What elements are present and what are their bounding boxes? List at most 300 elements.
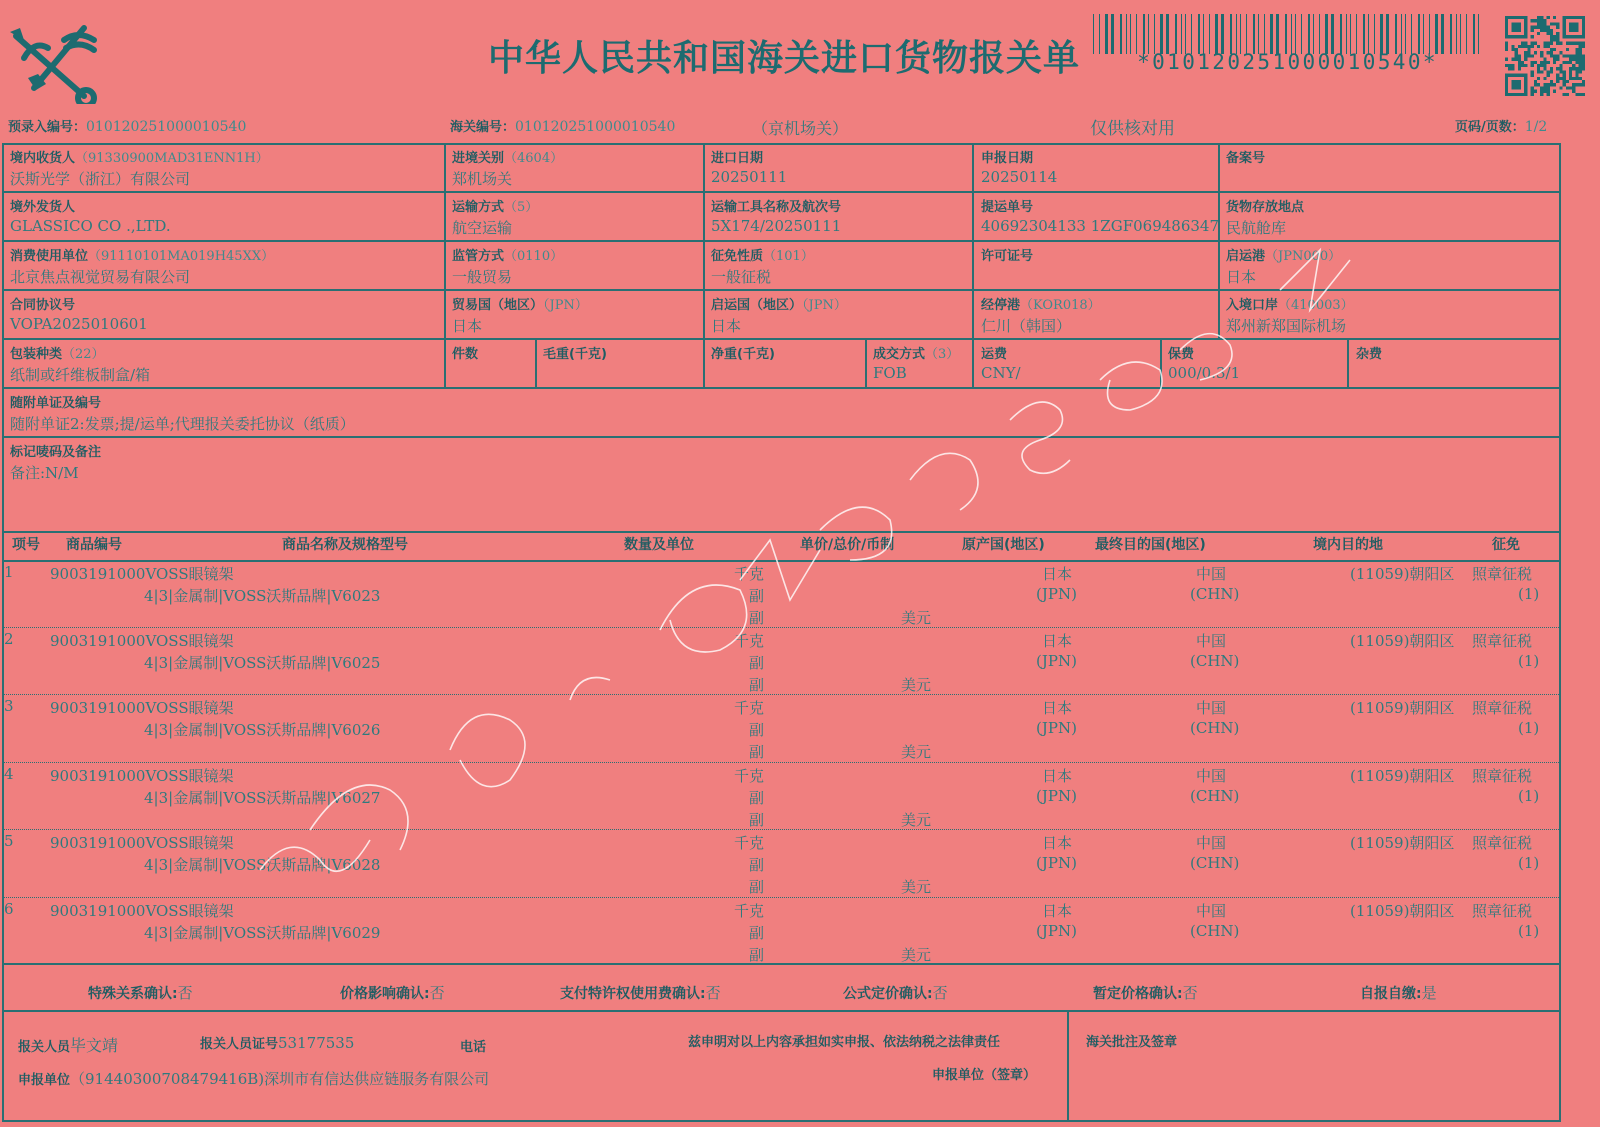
qr-module [1559,64,1562,67]
qr-module [1521,61,1524,64]
qr-module [1556,74,1559,77]
qr-module [1518,64,1521,67]
barcode-bar [1319,14,1320,54]
contract-value: VOPA2025010601 [10,315,148,333]
item-tax-code: (1) [1518,922,1540,940]
qr-module [1582,64,1585,67]
qr-module [1566,48,1569,51]
item-currency: 美元 [901,878,932,896]
bill-no-value: 40692304133 1ZGF069486347 [981,217,1219,235]
rule [2,560,1561,562]
qr-module [1540,70,1543,73]
qr-module [1579,83,1582,86]
qr-module [1515,58,1518,61]
packing-label: 包装种类（22） [10,347,105,362]
qr-module [1553,58,1556,61]
item-dest-code: (CHN) [1190,652,1240,670]
item-spec: 4|3|金属制|VOSS沃斯品牌|V6027 [144,789,381,807]
bill-no-label: 提运单号 [981,200,1034,215]
qr-module [1569,58,1572,61]
item-spec: 4|3|金属制|VOSS沃斯品牌|V6023 [144,587,381,605]
declarer-seal: 申报单位（签章） [932,1068,1037,1083]
qr-module [1550,48,1553,51]
barcode-bar [1111,14,1114,54]
entry-port-value: 郑州新郑国际机场 [1226,317,1347,335]
qr-module [1569,67,1572,70]
qr-module [1534,42,1537,45]
qr-module [1531,70,1534,73]
qr-module [1531,45,1534,48]
qr-module [1547,93,1550,96]
qr-module [1524,54,1527,57]
item-no: 3 [4,697,14,715]
item-origin-code: (JPN) [1036,922,1077,940]
qr-module [1534,19,1537,22]
col-hs: 商品编号 [66,537,122,553]
item-origin: 日本 [1042,834,1073,852]
item-dest: 中国 [1196,632,1227,650]
item-origin: 日本 [1042,699,1073,717]
item-tax-code: (1) [1518,787,1540,805]
col-dest: 最终目的国(地区) [1095,537,1206,553]
confirm-price-influence: 价格影响确认:否 [340,984,445,1002]
qr-module [1550,42,1553,45]
tax-nature-value: 一般征税 [711,268,772,286]
qr-module [1531,90,1534,93]
qr-module [1572,58,1575,61]
item-unit: 千克 [734,632,765,650]
item-dest: 中国 [1196,902,1227,920]
rule [865,338,867,388]
barcode-bar [1246,14,1247,54]
qr-module [1540,93,1543,96]
qr-module [1511,67,1514,70]
transport-mode-value: 航空运输 [452,219,513,237]
barcode-bar [1380,14,1383,54]
qr-module [1575,48,1578,51]
qr-module [1566,80,1569,83]
barcode-bar [1143,14,1145,54]
item-dest-code: (CHN) [1190,787,1240,805]
qr-module [1579,70,1582,73]
qr-module [1518,54,1521,57]
qr-module [1547,32,1550,35]
qr-module [1531,26,1534,29]
origin-country-label: 启运国（地区）（JPN） [711,298,847,313]
qr-module [1521,42,1524,45]
qr-module [1534,83,1537,86]
qr-module [1579,42,1582,45]
rule [2,436,1561,438]
qr-module [1556,42,1559,45]
qr-module [1575,93,1578,96]
item-divider [2,897,1561,898]
shipper-value: GLASSICO CO .,LTD. [10,217,171,235]
rule [535,338,537,388]
consumer-value: 北京焦点视觉贸易有限公司 [10,268,191,286]
entry-port-label: 入境口岸（410003） [1226,298,1354,313]
qr-module [1515,54,1518,57]
item-dest: 中国 [1196,834,1227,852]
item-spec: 4|3|金属制|VOSS沃斯品牌|V6029 [144,924,381,942]
item-dest-code: (CHN) [1190,922,1240,940]
qr-module [1556,35,1559,38]
barcode-bar [1291,14,1292,54]
barcode-bar [1105,14,1108,54]
rule [444,143,446,388]
barcode-bar [1405,14,1406,54]
qr-module [1569,77,1572,80]
qr-module [1534,80,1537,83]
barcode-bar [1276,14,1279,54]
confirm-self-declare: 自报自缴:是 [1360,984,1437,1002]
item-no: 1 [4,563,14,581]
qr-module [1531,35,1534,38]
qr-module [1556,80,1559,83]
item-tax: 照章征税 [1472,902,1533,920]
qr-module [1511,58,1514,61]
item-currency: 美元 [901,676,932,694]
qr-module [1550,80,1553,83]
phone-label: 电话 [460,1040,487,1055]
qr-module [1579,58,1582,61]
qr-module [1543,45,1546,48]
document-title: 中华人民共和国海关进口货物报关单 [488,38,1081,79]
item-dest-code: (CHN) [1190,585,1240,603]
col-qty: 数量及单位 [624,537,694,553]
qr-module [1582,54,1585,57]
qr-module [1521,45,1524,48]
rule [2,289,1561,291]
qr-module [1582,67,1585,70]
freight-value: CNY/ [981,364,1021,382]
declare-date-label: 申报日期 [981,151,1034,166]
qr-module [1582,45,1585,48]
qr-module [1575,83,1578,86]
item-unit: 副 [749,924,765,942]
import-date-value: 20250111 [711,168,788,186]
qr-module [1566,42,1569,45]
qr-module [1572,64,1575,67]
qr-module [1508,64,1511,67]
attached-docs-value: 随附单证2:发票;提/运单;代理报关委托协议（纸质） [10,415,355,433]
storage-label: 货物存放地点 [1226,200,1305,215]
item-unit: 副 [749,946,765,964]
item-divider [2,694,1561,695]
item-dest: 中国 [1196,565,1227,583]
qr-module [1582,80,1585,83]
qr-module [1550,51,1553,54]
item-origin-code: (JPN) [1036,585,1077,603]
item-unit: 千克 [734,767,765,785]
trade-country-label: 贸易国（地区）（JPN） [452,298,588,313]
qr-module [1572,77,1575,80]
consumer-label: 消费使用单位（91110101MA019H45XX） [10,249,275,264]
item-origin-code: (JPN) [1036,854,1077,872]
item-dest: 中国 [1196,699,1227,717]
marks-label: 标记唛码及备注 [10,445,102,460]
conveyance-label: 运输工具名称及航次号 [711,200,842,215]
item-domestic: (11059)朝阳区 [1350,834,1455,852]
barcode-bar [1221,14,1224,54]
qr-module [1566,93,1569,96]
tax-nature-label: 征免性质（101） [711,249,814,264]
barcode-bar [1374,14,1375,54]
page-number: 页码/页数：1/2 [1455,119,1548,135]
item-spec: 4|3|金属制|VOSS沃斯品牌|V6025 [144,654,381,672]
barcode-bar [1154,14,1155,54]
barcode-bar [1160,14,1163,54]
qr-module [1569,61,1572,64]
qr-module [1550,29,1553,32]
barcode-bar [1450,14,1452,54]
item-tax-code: (1) [1518,585,1540,603]
barcode-bar [1120,14,1122,54]
barcode-bar [1136,14,1137,54]
barcode-bar [1346,14,1347,54]
qr-module [1563,83,1566,86]
rule [2,240,1561,242]
shipper-label: 境外发货人 [10,200,76,215]
barcode-bar [1230,14,1232,54]
storage-value: 民航舱库 [1226,219,1287,237]
barcode-bar [1356,14,1357,54]
qr-module [1572,54,1575,57]
qr-module [1543,64,1546,67]
qr-module [1563,77,1566,80]
qr-module [1511,48,1514,51]
qr-module [1524,42,1527,45]
qr-module [1540,54,1543,57]
qr-module [1537,64,1540,67]
qr-module [1511,64,1514,67]
barcode-bar [1185,14,1186,54]
qr-module [1540,19,1543,22]
qr-module [1575,67,1578,70]
qr-module [1531,19,1534,22]
qr-module [1531,61,1534,64]
qr-module [1547,74,1550,77]
barcode-bar [1395,14,1397,54]
qr-module [1511,22,1521,32]
qr-module [1524,45,1527,48]
declarer: 申报单位（91440300708479416B)深圳市有信达供应链服务有限公司 [18,1070,490,1088]
gross-weight-label: 毛重(千克) [543,347,607,362]
item-no: 2 [4,630,14,648]
qr-module [1543,22,1546,25]
qr-module [1553,90,1556,93]
barcode-bar [1236,14,1237,54]
item-dest-code: (CHN) [1190,719,1240,737]
qr-module [1556,58,1559,61]
qr-module [1547,26,1550,29]
transport-mode-label: 运输方式（5） [452,200,539,215]
item-domestic: (11059)朝阳区 [1350,902,1455,920]
qr-module [1556,54,1559,57]
qr-module [1556,22,1559,25]
trade-country-value: 日本 [452,317,483,335]
qr-module [1537,16,1540,19]
item-unit: 千克 [734,565,765,583]
qr-module [1575,61,1578,64]
qr-module [1543,90,1546,93]
qr-module [1569,42,1572,45]
item-currency: 美元 [901,743,932,761]
barcode-bar [1130,14,1131,54]
rule [972,143,974,388]
item-origin: 日本 [1042,902,1073,920]
record-no-label: 备案号 [1226,151,1266,166]
qr-module [1550,38,1553,41]
barcode-bar [1401,14,1402,54]
supervision-value: 一般贸易 [452,268,513,286]
qr-module [1540,16,1543,19]
barcode-bar [1441,14,1444,54]
qr-module [1566,54,1569,57]
qr-module [1559,86,1562,89]
qr-module [1569,54,1572,57]
qr-module [1563,74,1566,77]
qr-module [1524,64,1527,67]
qr-module [1579,61,1582,64]
confirm-formula-price: 公式定价确认:否 [843,984,948,1002]
qr-module [1569,22,1579,32]
qr-module [1563,93,1566,96]
barcode-bar [1191,14,1192,54]
qr-module [1569,86,1572,89]
consignee-label: 境内收货人（91330900MAD31ENN1H） [10,151,269,166]
qr-module [1547,90,1550,93]
qr-module [1537,26,1540,29]
col-domestic: 境内目的地 [1313,537,1383,553]
barcode-text: *010120251000010540* [1137,50,1438,74]
col-origin: 原产国(地区) [962,537,1045,553]
qr-module [1550,35,1553,38]
qr-module [1527,45,1530,48]
barcode-bar [1325,14,1328,54]
qr-module [1547,29,1550,32]
item-origin: 日本 [1042,565,1073,583]
qr-module [1547,16,1550,19]
qr-module [1543,77,1546,80]
item-domestic: (11059)朝阳区 [1350,632,1455,650]
customs-number: 海关编号：010120251000010540 [450,119,676,135]
qr-module [1531,29,1534,32]
qr-module [1550,22,1553,25]
qr-module [1518,45,1521,48]
qr-module [1531,64,1534,67]
barcode-bar [1478,14,1479,54]
qr-module [1579,51,1582,54]
qr-module [1543,67,1546,70]
item-tax: 照章征税 [1472,632,1533,650]
qr-module [1531,74,1534,77]
qr-module [1547,61,1550,64]
qr-module [1563,61,1566,64]
qr-module [1579,93,1582,96]
qr-module [1575,77,1578,80]
qr-module [1540,26,1543,29]
pieces-label: 件数 [452,347,479,362]
qr-module [1582,42,1585,45]
item-unit: 副 [749,587,765,605]
barcode [1093,14,1482,54]
packing-value: 纸制或纤维板制盒/箱 [10,366,151,384]
qr-module [1537,32,1540,35]
col-name: 商品名称及规格型号 [282,537,408,553]
rule [2,1010,1561,1012]
item-unit: 副 [749,789,765,807]
qr-module [1534,26,1537,29]
item-unit: 千克 [734,699,765,717]
qr-module [1531,86,1534,89]
qr-module [1537,77,1540,80]
stop-port-label: 经停港（KOR018） [981,298,1101,313]
rule [1347,338,1349,388]
qr-module [1505,64,1508,67]
qr-module [1543,29,1546,32]
qr-module [1527,54,1530,57]
barcode-bar [1270,14,1273,54]
item-no: 5 [4,832,14,850]
qr-module [1505,45,1508,48]
barcode-bar [1099,14,1100,54]
qr-module [1515,48,1518,51]
item-unit: 千克 [734,834,765,852]
qr-module [1527,48,1530,51]
confirm-special-relation: 特殊关系确认:否 [88,984,193,1002]
barcode-bar [1240,14,1241,54]
qr-module [1563,70,1566,73]
barcode-bar [1340,14,1342,54]
item-tax: 照章征税 [1472,699,1533,717]
rule [2,531,1561,533]
deal-mode-value: FOB [873,364,907,382]
qr-module [1559,67,1562,70]
qr-module [1543,86,1546,89]
rule [2,963,1561,965]
item-unit: 副 [749,609,765,627]
qr-module [1540,64,1543,67]
rule [1067,1010,1069,1122]
barcode-bar [1215,14,1218,54]
qr-module [1575,42,1578,45]
qr-module [1572,90,1575,93]
item-tax-code: (1) [1518,854,1540,872]
qr-module [1575,54,1578,57]
qr-module [1556,67,1559,70]
qr-module [1540,22,1543,25]
qr-module [1553,35,1556,38]
item-spec: 4|3|金属制|VOSS沃斯品牌|V6026 [144,721,381,739]
qr-module [1556,32,1559,35]
barcode-bar [1181,14,1182,54]
item-spec: 4|3|金属制|VOSS沃斯品牌|V6028 [144,856,381,874]
qr-module [1537,70,1540,73]
item-unit: 副 [749,654,765,672]
item-unit: 副 [749,878,765,896]
barcode-bar [1126,14,1127,54]
qr-module [1572,67,1575,70]
qr-module [1556,26,1559,29]
rule [2,338,1561,340]
qr-module [1511,45,1514,48]
qr-module [1547,86,1550,89]
departure-port-label: 启运港（JPN000） [1226,249,1342,264]
barcode-bar [1418,14,1420,54]
qr-module [1579,45,1582,48]
qr-module [1518,58,1521,61]
